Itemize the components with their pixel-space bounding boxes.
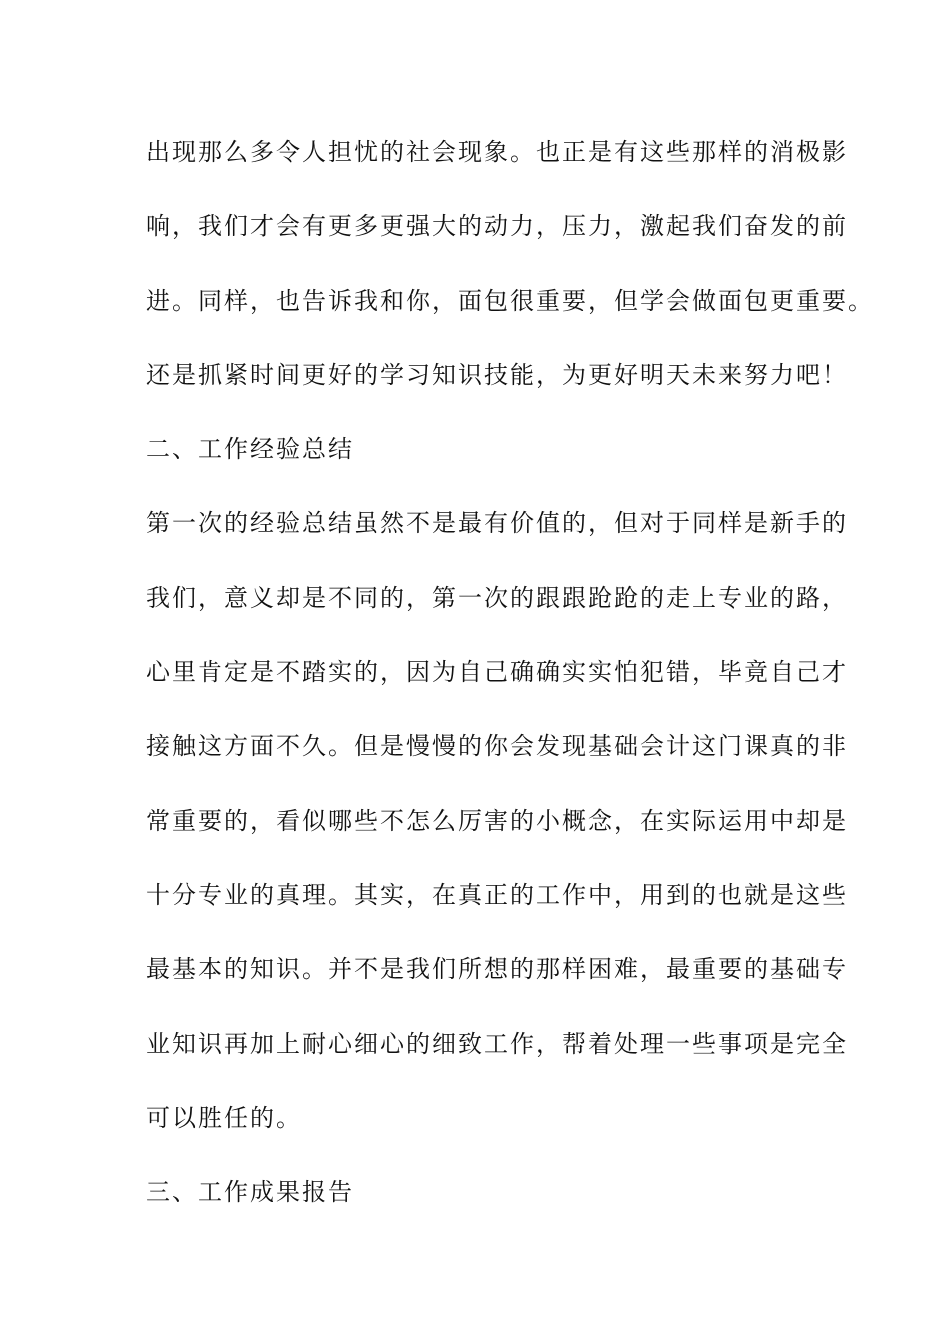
paragraph-line: 常重要的，看似哪些不怎么厉害的小概念，在实际运用中却是 — [146, 807, 848, 835]
paragraph-line: 心里肯定是不踏实的，因为自己确确实实怕犯错，毕竟自己才 — [146, 658, 848, 686]
section-heading: 三、工作成果报告 — [146, 1178, 354, 1206]
paragraph-line: 接触这方面不久。但是慢慢的你会发现基础会计这门课真的非 — [146, 732, 848, 760]
section-heading: 二、工作经验总结 — [146, 435, 354, 463]
paragraph-line: 进。同样，也告诉我和你，面包很重要，但学会做面包更重要。 — [146, 287, 874, 315]
paragraph-line: 业知识再加上耐心细心的细致工作，帮着处理一些事项是完全 — [146, 1030, 848, 1058]
paragraph-line: 十分专业的真理。其实，在真正的工作中，用到的也就是这些 — [146, 881, 848, 909]
paragraph-line: 出现那么多令人担忧的社会现象。也正是有这些那样的消极影 — [146, 138, 848, 166]
paragraph-line: 还是抓紧时间更好的学习知识技能，为更好明天未来努力吧！ — [146, 361, 848, 389]
paragraph-line: 我们，意义却是不同的，第一次的跟跟跄跄的走上专业的路， — [146, 584, 848, 612]
paragraph-line: 可以胜任的。 — [146, 1104, 302, 1132]
paragraph-line: 响，我们才会有更多更强大的动力，压力，激起我们奋发的前 — [146, 212, 848, 240]
paragraph-line: 第一次的经验总结虽然不是最有价值的，但对于同样是新手的 — [146, 509, 848, 537]
paragraph-line: 最基本的知识。并不是我们所想的那样困难，最重要的基础专 — [146, 955, 848, 983]
